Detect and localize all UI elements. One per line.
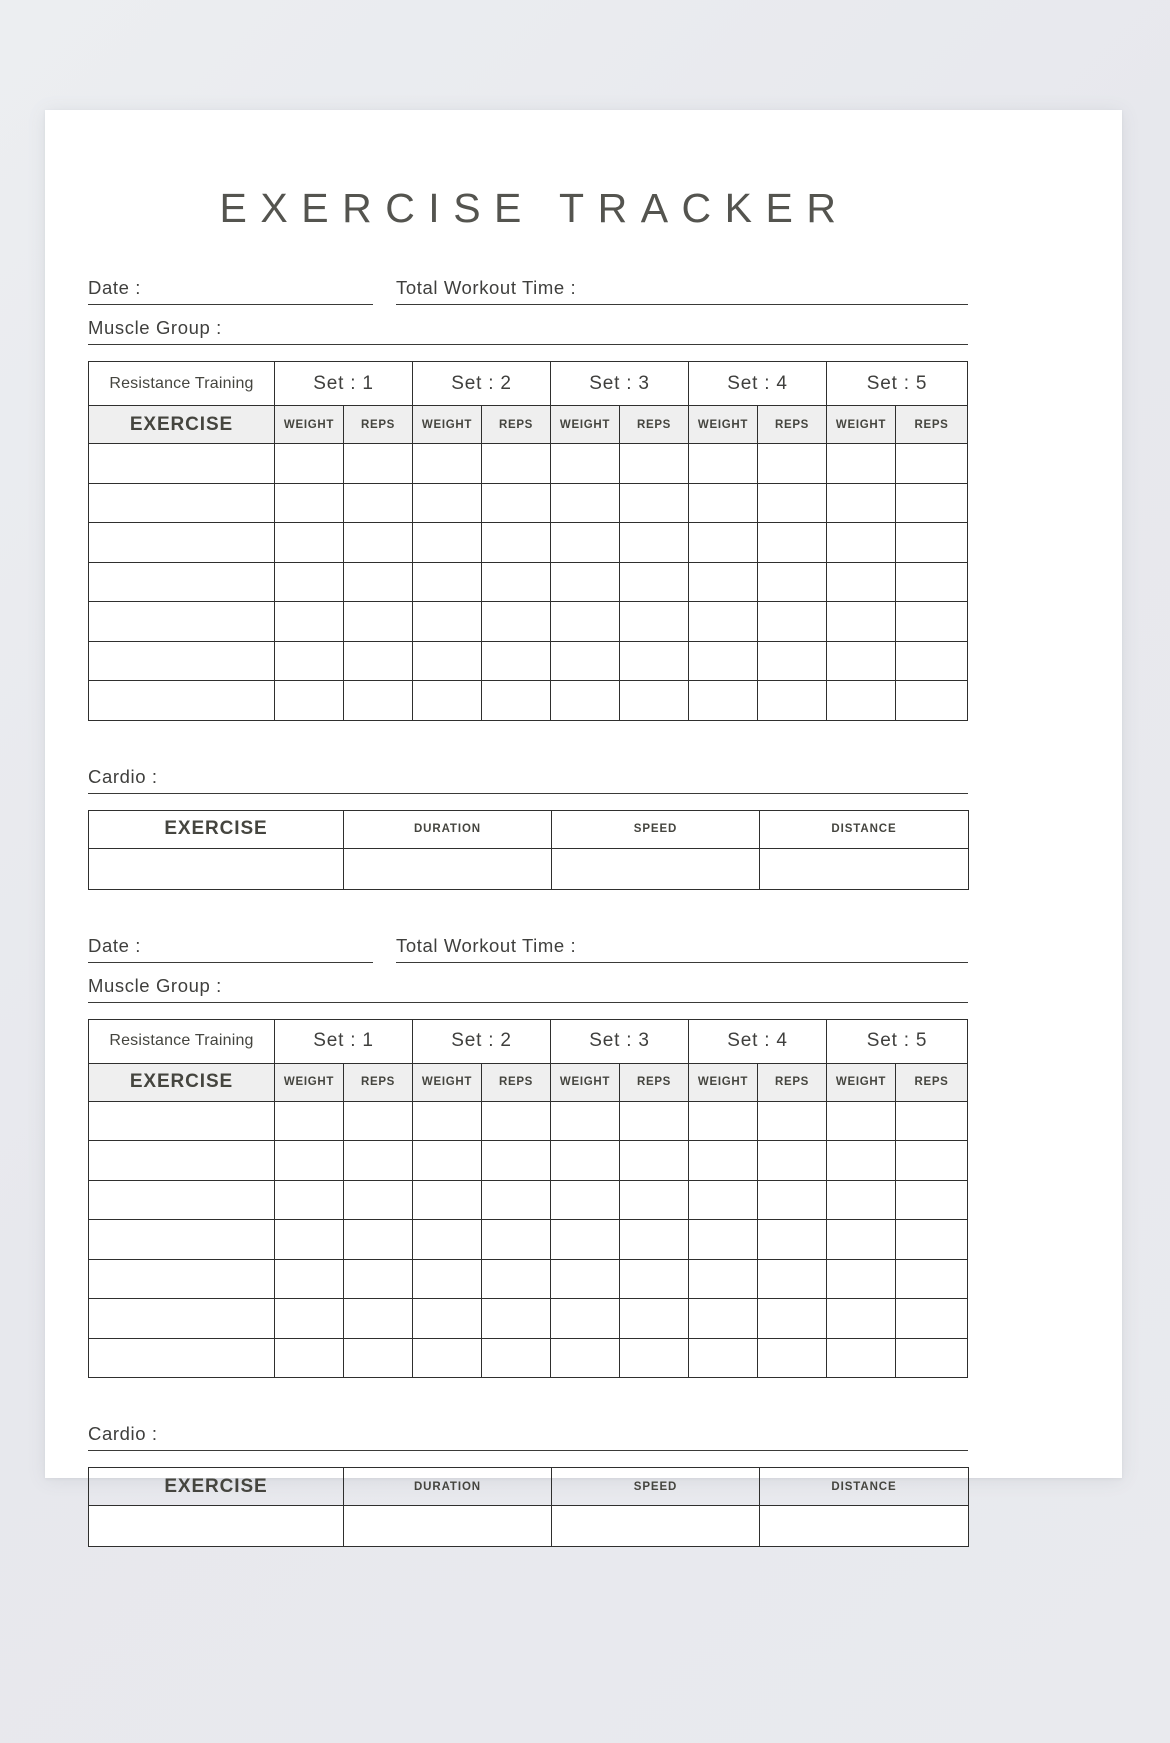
- weight-cell[interactable]: [827, 1180, 896, 1220]
- set-header-5: Set : 5: [827, 362, 968, 406]
- weight-cell[interactable]: [275, 1259, 344, 1299]
- reps-cell[interactable]: [896, 483, 968, 523]
- table-row: [89, 523, 968, 563]
- weight-cell[interactable]: [413, 1338, 482, 1378]
- weight-cell[interactable]: [275, 1141, 344, 1181]
- set-header-4: Set : 4: [689, 1019, 827, 1063]
- reps-cell[interactable]: [758, 1259, 827, 1299]
- weight-cell[interactable]: [275, 1101, 344, 1141]
- reps-cell[interactable]: [620, 1180, 689, 1220]
- table-row: [89, 1506, 969, 1547]
- reps-cell[interactable]: [758, 562, 827, 602]
- reps-cell[interactable]: [482, 483, 551, 523]
- weight-cell[interactable]: [551, 1299, 620, 1339]
- cardio-table-body-1: [89, 848, 969, 889]
- weight-cell[interactable]: [827, 1299, 896, 1339]
- table-row: [89, 483, 968, 523]
- reps-cell[interactable]: [620, 523, 689, 563]
- total-workout-time-field-1[interactable]: [396, 276, 968, 305]
- muscle-group-row-2: [88, 974, 968, 1003]
- reps-column-header-1: REPS: [344, 406, 413, 444]
- reps-cell[interactable]: [896, 1101, 968, 1141]
- exercise-cell[interactable]: [89, 1141, 275, 1181]
- weight-cell[interactable]: [413, 1259, 482, 1299]
- weight-cell[interactable]: [413, 641, 482, 681]
- reps-cell[interactable]: [758, 1141, 827, 1181]
- set-header-1: Set : 1: [275, 1019, 413, 1063]
- set-header-2: Set : 2: [413, 1019, 551, 1063]
- muscle-group-row-1: [88, 316, 968, 345]
- weight-column-header-3: WEIGHT: [551, 406, 620, 444]
- cardio-table-2: [88, 1467, 969, 1547]
- reps-cell[interactable]: [896, 1299, 968, 1339]
- reps-cell[interactable]: [896, 602, 968, 642]
- reps-cell[interactable]: [344, 1220, 413, 1260]
- reps-cell[interactable]: [482, 602, 551, 642]
- reps-cell[interactable]: [620, 444, 689, 484]
- weight-cell[interactable]: [275, 483, 344, 523]
- reps-cell[interactable]: [758, 602, 827, 642]
- exercise-cell[interactable]: [89, 602, 275, 642]
- date-label: Date :: [88, 277, 141, 298]
- cardio-duration-header: DURATION: [344, 1468, 552, 1506]
- reps-cell[interactable]: [758, 1220, 827, 1260]
- cardio-header-row: [89, 810, 969, 848]
- cardio-table-body-2: [89, 1506, 969, 1547]
- weight-cell[interactable]: [413, 483, 482, 523]
- reps-cell[interactable]: [758, 523, 827, 563]
- table-row: [89, 641, 968, 681]
- resistance-training-label: Resistance Training: [89, 1019, 275, 1063]
- table-row: [89, 848, 969, 889]
- weight-cell[interactable]: [689, 602, 758, 642]
- reps-cell[interactable]: [482, 1220, 551, 1260]
- reps-column-header-2: REPS: [482, 406, 551, 444]
- reps-cell[interactable]: [758, 444, 827, 484]
- cardio-speed-header: SPEED: [552, 1468, 760, 1506]
- weight-column-header-2: WEIGHT: [413, 406, 482, 444]
- reps-cell[interactable]: [758, 1338, 827, 1378]
- weight-cell[interactable]: [689, 1180, 758, 1220]
- cardio-speed-header: SPEED: [552, 810, 760, 848]
- cardio-row-1: [88, 765, 968, 794]
- table-row: [89, 1180, 968, 1220]
- date-field-2[interactable]: [88, 934, 373, 963]
- reps-cell[interactable]: [344, 483, 413, 523]
- reps-cell[interactable]: [896, 681, 968, 721]
- reps-cell[interactable]: [344, 1299, 413, 1339]
- weight-cell[interactable]: [413, 602, 482, 642]
- reps-cell[interactable]: [758, 1101, 827, 1141]
- reps-column-header-5: REPS: [896, 1063, 968, 1101]
- weight-cell[interactable]: [413, 681, 482, 721]
- resistance-training-label: Resistance Training: [89, 362, 275, 406]
- reps-cell[interactable]: [482, 1299, 551, 1339]
- reps-cell[interactable]: [482, 641, 551, 681]
- weight-cell[interactable]: [551, 681, 620, 721]
- weight-column-header-1: WEIGHT: [275, 406, 344, 444]
- reps-cell[interactable]: [620, 681, 689, 721]
- reps-cell[interactable]: [896, 1220, 968, 1260]
- exercise-cell[interactable]: [89, 1338, 275, 1378]
- exercise-cell[interactable]: [89, 1299, 275, 1339]
- exercise-cell[interactable]: [89, 1220, 275, 1260]
- table-row: [89, 1141, 968, 1181]
- reps-cell[interactable]: [620, 641, 689, 681]
- cardio-duration-header: DURATION: [344, 810, 552, 848]
- reps-cell[interactable]: [482, 1180, 551, 1220]
- weight-cell[interactable]: [551, 523, 620, 563]
- weight-cell[interactable]: [827, 483, 896, 523]
- weight-cell[interactable]: [275, 1180, 344, 1220]
- set-header-4: Set : 4: [689, 362, 827, 406]
- cardio-header-row: [89, 1468, 969, 1506]
- reps-column-header-5: REPS: [896, 406, 968, 444]
- reps-cell[interactable]: [620, 602, 689, 642]
- reps-column-header-4: REPS: [758, 1063, 827, 1101]
- reps-cell[interactable]: [344, 1141, 413, 1181]
- reps-column-header-3: REPS: [620, 1063, 689, 1101]
- date-label: Date :: [88, 934, 141, 956]
- set-header-3: Set : 3: [551, 1019, 689, 1063]
- cardio-duration-cell[interactable]: [344, 848, 552, 889]
- weight-cell[interactable]: [413, 562, 482, 602]
- workout-block-2: [88, 934, 968, 1548]
- weight-cell[interactable]: [689, 483, 758, 523]
- reps-cell[interactable]: [620, 1141, 689, 1181]
- reps-cell[interactable]: [896, 1180, 968, 1220]
- reps-cell[interactable]: [344, 1338, 413, 1378]
- weight-cell[interactable]: [827, 1220, 896, 1260]
- reps-cell[interactable]: [620, 562, 689, 602]
- weight-cell[interactable]: [275, 523, 344, 563]
- weight-cell[interactable]: [827, 1338, 896, 1378]
- weight-cell[interactable]: [413, 1220, 482, 1260]
- reps-cell[interactable]: [344, 523, 413, 563]
- weight-cell[interactable]: [413, 1299, 482, 1339]
- resistance-table-body-2: [89, 1101, 968, 1378]
- weight-cell[interactable]: [551, 602, 620, 642]
- weight-cell[interactable]: [689, 1338, 758, 1378]
- reps-cell[interactable]: [896, 1259, 968, 1299]
- weight-cell[interactable]: [551, 1338, 620, 1378]
- reps-cell[interactable]: [482, 444, 551, 484]
- weight-cell[interactable]: [827, 641, 896, 681]
- weight-cell[interactable]: [275, 1299, 344, 1339]
- exercise-cell[interactable]: [89, 681, 275, 721]
- cardio-exercise-header: EXERCISE: [89, 1468, 344, 1506]
- weight-cell[interactable]: [551, 1101, 620, 1141]
- worksheet-paper: [45, 110, 1122, 1497]
- exercise-cell[interactable]: [89, 523, 275, 563]
- muscle-group-label: Muscle Group :: [88, 317, 222, 338]
- reps-cell[interactable]: [482, 1101, 551, 1141]
- weight-cell[interactable]: [413, 1180, 482, 1220]
- reps-cell[interactable]: [896, 523, 968, 563]
- exercise-cell[interactable]: [89, 1101, 275, 1141]
- weight-cell[interactable]: [413, 1141, 482, 1181]
- table-row: [89, 1259, 968, 1299]
- weight-cell[interactable]: [689, 681, 758, 721]
- resistance-training-table-2: [88, 1019, 968, 1379]
- page-title: EXERCISE TRACKER: [219, 185, 850, 231]
- table-row: [89, 602, 968, 642]
- reps-cell[interactable]: [758, 641, 827, 681]
- weight-cell[interactable]: [551, 1141, 620, 1181]
- reps-cell[interactable]: [344, 641, 413, 681]
- weight-cell[interactable]: [689, 444, 758, 484]
- reps-cell[interactable]: [620, 1101, 689, 1141]
- cardio-distance-header: DISTANCE: [760, 810, 969, 848]
- reps-cell[interactable]: [896, 562, 968, 602]
- set-header-5: Set : 5: [827, 1019, 968, 1063]
- reps-column-header-3: REPS: [620, 406, 689, 444]
- exercise-cell[interactable]: [89, 1180, 275, 1220]
- weight-cell[interactable]: [689, 1220, 758, 1260]
- weight-reps-header-row: [89, 1063, 968, 1101]
- resistance-table-body-1: [89, 444, 968, 721]
- weight-cell[interactable]: [827, 1101, 896, 1141]
- weight-cell[interactable]: [689, 1299, 758, 1339]
- weight-column-header-2: WEIGHT: [413, 1063, 482, 1101]
- weight-cell[interactable]: [689, 1141, 758, 1181]
- reps-cell[interactable]: [344, 681, 413, 721]
- weight-cell[interactable]: [275, 444, 344, 484]
- cardio-label: Cardio :: [88, 1423, 158, 1444]
- reps-cell[interactable]: [896, 1141, 968, 1181]
- weight-column-header-3: WEIGHT: [551, 1063, 620, 1101]
- weight-cell[interactable]: [827, 444, 896, 484]
- set-header-row: [89, 362, 968, 406]
- weight-column-header-5: WEIGHT: [827, 1063, 896, 1101]
- cardio-distance-cell[interactable]: [760, 1506, 969, 1547]
- cardio-distance-header: DISTANCE: [760, 1468, 969, 1506]
- weight-cell[interactable]: [275, 1220, 344, 1260]
- table-row: [89, 444, 968, 484]
- weight-cell[interactable]: [551, 444, 620, 484]
- weight-cell[interactable]: [827, 681, 896, 721]
- weight-cell[interactable]: [689, 523, 758, 563]
- weight-cell[interactable]: [413, 444, 482, 484]
- date-time-row-2: [88, 934, 968, 963]
- date-time-row-1: [88, 276, 968, 305]
- reps-cell[interactable]: [758, 1180, 827, 1220]
- weight-cell[interactable]: [551, 1180, 620, 1220]
- cardio-exercise-cell[interactable]: [89, 1506, 344, 1547]
- reps-cell[interactable]: [896, 641, 968, 681]
- exercise-cell[interactable]: [89, 641, 275, 681]
- weight-cell[interactable]: [413, 523, 482, 563]
- weight-cell[interactable]: [275, 1338, 344, 1378]
- table-row: [89, 1220, 968, 1260]
- table-row: [89, 681, 968, 721]
- weight-cell[interactable]: [827, 1259, 896, 1299]
- cardio-row-2: [88, 1422, 968, 1451]
- cardio-distance-cell[interactable]: [760, 848, 969, 889]
- reps-cell[interactable]: [482, 681, 551, 721]
- table-row: [89, 1338, 968, 1378]
- muscle-group-field-1[interactable]: [88, 316, 968, 345]
- reps-cell[interactable]: [482, 1141, 551, 1181]
- weight-cell[interactable]: [689, 641, 758, 681]
- weight-cell[interactable]: [827, 602, 896, 642]
- reps-cell[interactable]: [482, 1338, 551, 1378]
- weight-cell[interactable]: [827, 523, 896, 563]
- weight-reps-header-row: [89, 406, 968, 444]
- set-header-row: [89, 1019, 968, 1063]
- exercise-cell[interactable]: [89, 1259, 275, 1299]
- set-header-3: Set : 3: [551, 362, 689, 406]
- total-workout-time-field-2[interactable]: [396, 934, 968, 963]
- weight-cell[interactable]: [689, 1259, 758, 1299]
- weight-cell[interactable]: [689, 1101, 758, 1141]
- weight-cell[interactable]: [551, 641, 620, 681]
- reps-cell[interactable]: [620, 483, 689, 523]
- reps-cell[interactable]: [758, 483, 827, 523]
- reps-cell[interactable]: [344, 1101, 413, 1141]
- reps-cell[interactable]: [758, 1299, 827, 1339]
- reps-cell[interactable]: [620, 1220, 689, 1260]
- total-workout-time-label: Total Workout Time :: [396, 277, 577, 298]
- reps-cell[interactable]: [482, 1259, 551, 1299]
- reps-column-header-4: REPS: [758, 406, 827, 444]
- reps-cell[interactable]: [344, 444, 413, 484]
- cardio-exercise-cell[interactable]: [89, 848, 344, 889]
- table-row: [89, 1101, 968, 1141]
- reps-cell[interactable]: [896, 1338, 968, 1378]
- reps-column-header-1: REPS: [344, 1063, 413, 1101]
- weight-cell[interactable]: [689, 562, 758, 602]
- muscle-group-field-2[interactable]: [88, 974, 968, 1003]
- reps-cell[interactable]: [896, 444, 968, 484]
- weight-cell[interactable]: [275, 602, 344, 642]
- exercise-cell[interactable]: [89, 483, 275, 523]
- cardio-exercise-header: EXERCISE: [89, 810, 344, 848]
- cardio-speed-cell[interactable]: [552, 848, 760, 889]
- weight-cell[interactable]: [827, 562, 896, 602]
- date-field-1[interactable]: [88, 276, 373, 305]
- weight-column-header-4: WEIGHT: [689, 406, 758, 444]
- weight-cell[interactable]: [275, 641, 344, 681]
- reps-cell[interactable]: [620, 1299, 689, 1339]
- set-header-2: Set : 2: [413, 362, 551, 406]
- exercise-column-header: EXERCISE: [89, 406, 275, 444]
- weight-cell[interactable]: [827, 1141, 896, 1181]
- exercise-cell[interactable]: [89, 562, 275, 602]
- cardio-label: Cardio :: [88, 765, 158, 787]
- reps-cell[interactable]: [482, 562, 551, 602]
- weight-column-header-1: WEIGHT: [275, 1063, 344, 1101]
- worksheet-content: [88, 110, 968, 1547]
- weight-cell[interactable]: [275, 562, 344, 602]
- weight-cell[interactable]: [551, 1259, 620, 1299]
- reps-cell[interactable]: [344, 562, 413, 602]
- set-header-1: Set : 1: [275, 362, 413, 406]
- resistance-training-table-1: [88, 361, 968, 721]
- total-workout-time-label: Total Workout Time :: [396, 934, 577, 956]
- table-row: [89, 1299, 968, 1339]
- weight-column-header-4: WEIGHT: [689, 1063, 758, 1101]
- reps-cell[interactable]: [344, 1259, 413, 1299]
- exercise-cell[interactable]: [89, 444, 275, 484]
- reps-cell[interactable]: [344, 602, 413, 642]
- weight-cell[interactable]: [551, 483, 620, 523]
- table-row: [89, 562, 968, 602]
- workout-block-1: [88, 276, 968, 890]
- muscle-group-label: Muscle Group :: [88, 974, 222, 996]
- weight-cell[interactable]: [275, 681, 344, 721]
- reps-cell[interactable]: [620, 1338, 689, 1378]
- reps-cell[interactable]: [344, 1180, 413, 1220]
- reps-column-header-2: REPS: [482, 1063, 551, 1101]
- weight-cell[interactable]: [413, 1101, 482, 1141]
- cardio-duration-cell[interactable]: [344, 1506, 552, 1547]
- cardio-field-1[interactable]: [88, 765, 968, 794]
- reps-cell[interactable]: [620, 1259, 689, 1299]
- reps-cell[interactable]: [758, 681, 827, 721]
- exercise-column-header: EXERCISE: [89, 1063, 275, 1101]
- weight-cell[interactable]: [551, 1220, 620, 1260]
- weight-column-header-5: WEIGHT: [827, 406, 896, 444]
- cardio-speed-cell[interactable]: [552, 1506, 760, 1547]
- reps-cell[interactable]: [482, 523, 551, 563]
- cardio-field-2[interactable]: [88, 1422, 968, 1451]
- weight-cell[interactable]: [551, 562, 620, 602]
- cardio-table-1: [88, 810, 969, 890]
